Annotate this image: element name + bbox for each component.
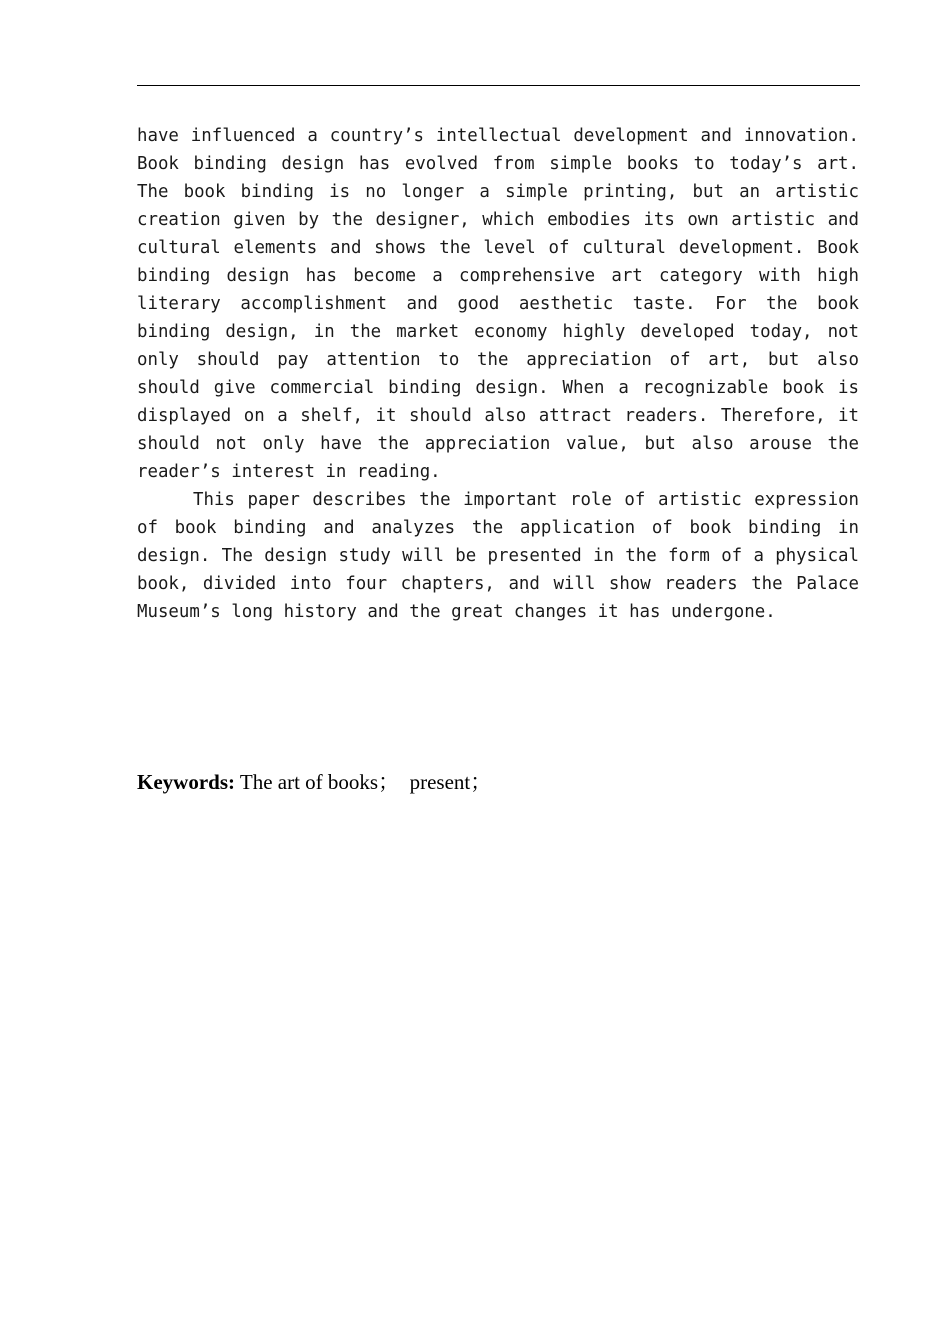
- header-rule: [137, 85, 860, 86]
- abstract-paragraph: have influenced a country’s intellectual development and innovation. Book binding design has evolved from simple books to today’s art. The book binding is no longer a simple printing, but an artistic creation given by the designer, which embodies its own artistic and cultural elements and shows the level of cultural development. Book binding design has become a comprehensive art category with high literary accomplishment and good aesthetic taste. For the book binding design, in the market economy highly developed today, not only should pay attention to the appreciation of art, but also should give commercial binding design. When a recognizable book is displayed on a shelf, it should also attract readers. Therefore, it should not only have the appreciation value, but also arouse the reader’s interest in reading.: [137, 126, 859, 482]
- abstract-paragraph: This paper describes the important role of artistic expression of book binding and analyzes the application of book binding in design. The design study will be presented in the form of a physical book, divided into four chapters, and will show readers the Palace Museum’s long history and the great changes it has undergone.: [137, 490, 859, 622]
- keywords-line: [137, 768, 859, 796]
- keywords-label: Keywords:: [137, 770, 235, 794]
- abstract-body: [137, 122, 859, 626]
- keywords-value: The art of books； present；: [235, 770, 492, 794]
